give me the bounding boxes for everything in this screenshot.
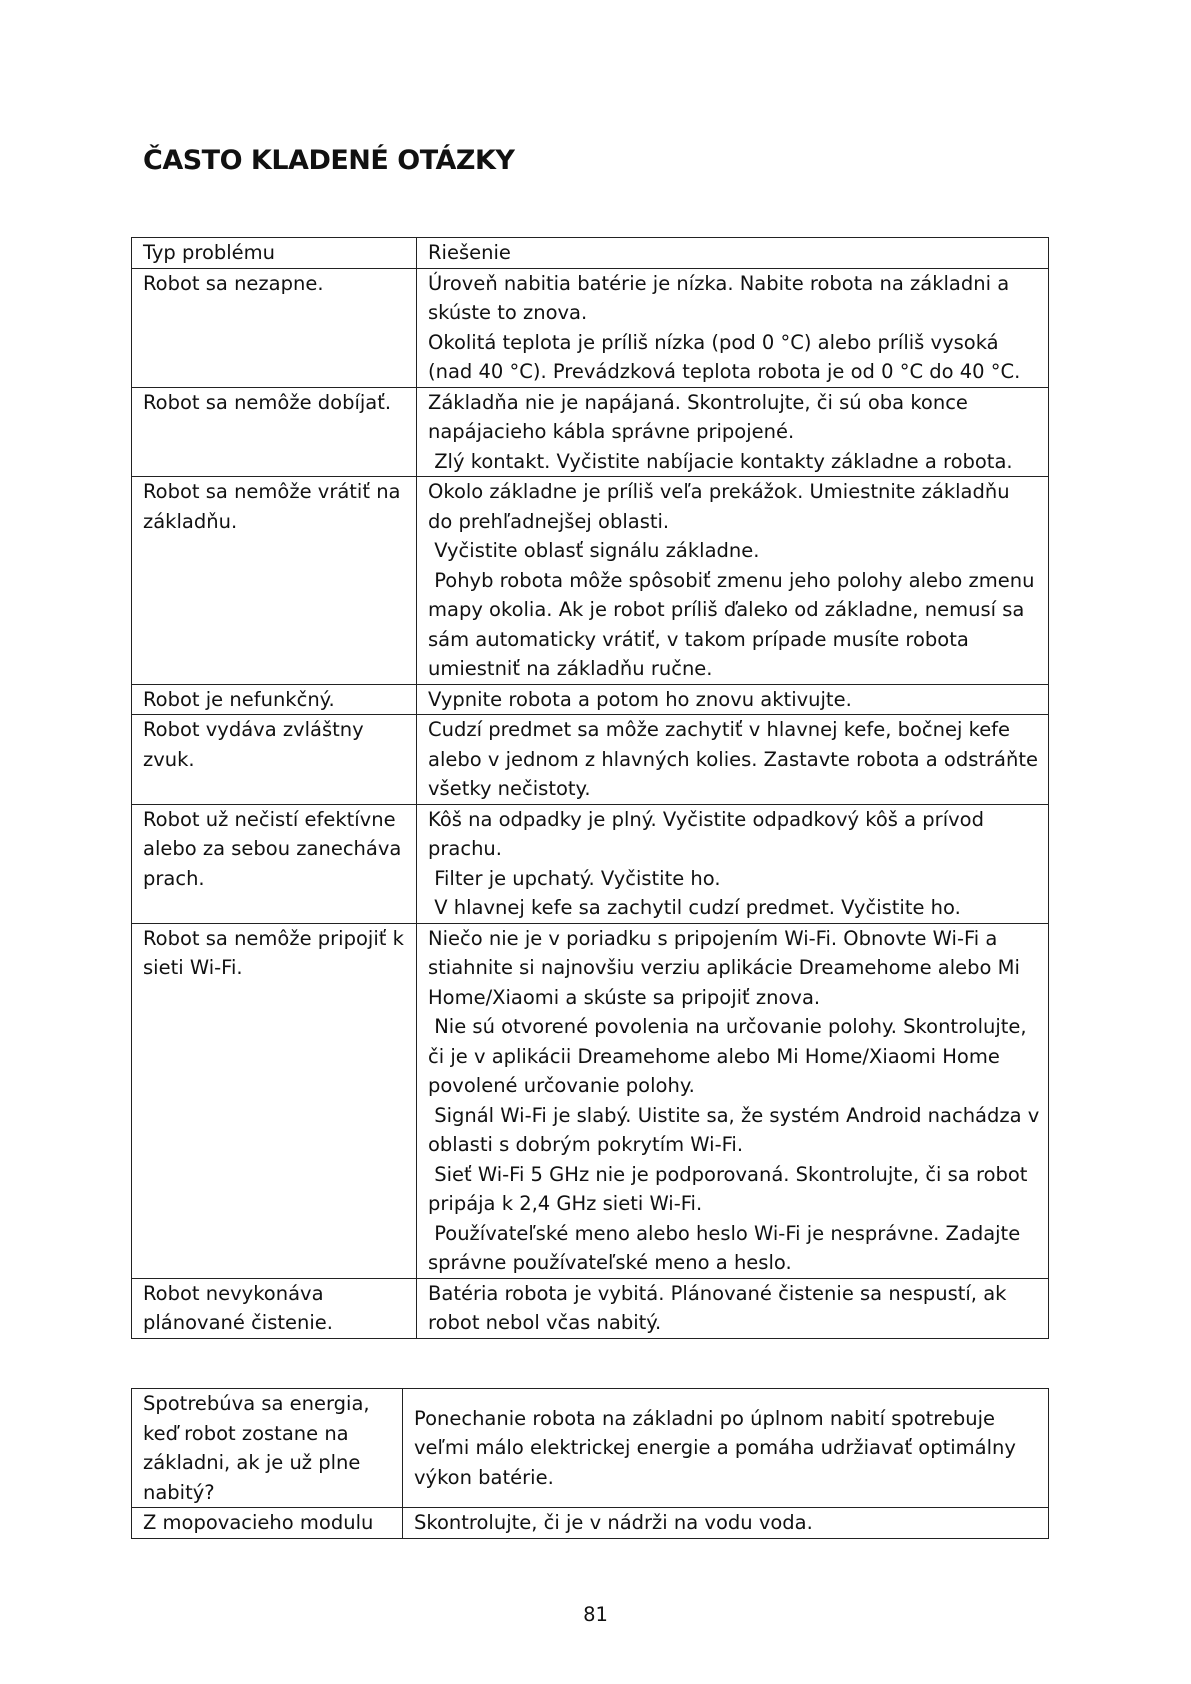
problem-cell: Robot sa nemôže pripojiť k sieti Wi-Fi.	[132, 923, 417, 1278]
problem-cell: Robot sa nemôže vrátiť na základňu.	[132, 477, 417, 685]
solution-cell	[417, 268, 1049, 387]
table-row	[132, 715, 1049, 805]
faq-table	[131, 237, 1049, 1339]
problem-cell: Robot už nečistí efektívne alebo za sebou zanecháva prach.	[132, 804, 417, 923]
table-row	[132, 923, 1049, 1278]
solution-text: Používateľské meno alebo heslo Wi-Fi je nesprávne. Zadajte správne používateľské meno a heslo.	[428, 1221, 1027, 1274]
problem-cell: Z mopovacieho modulu	[132, 1508, 403, 1539]
solution-text: Signál Wi-Fi je slabý. Uistite sa, že systém Android nachádza v oblasti s dobrým pokrytím Wi-Fi.	[428, 1103, 1046, 1156]
table-row	[132, 477, 1049, 685]
solution-cell	[417, 477, 1049, 685]
table-row	[132, 268, 1049, 387]
problem-cell: Robot vydáva zvláštny zvuk.	[132, 715, 417, 805]
problem-cell: Robot je nefunkčný.	[132, 684, 417, 715]
solution-text: Vypnite robota a potom ho znovu aktivujte.	[428, 687, 852, 711]
problem-cell: Robot sa nezapne.	[132, 268, 417, 387]
solution-text: Vyčistite oblasť signálu základne.	[428, 539, 760, 562]
problem-cell: Robot nevykonáva plánované čistenie.	[132, 1278, 417, 1338]
solution-cell	[417, 804, 1049, 923]
table-row	[132, 387, 1049, 477]
solution-text: Niečo nie je v poriadku s pripojením Wi-Fi. Obnovte Wi-Fi a stiahnite si najnovšiu verziu aplikácie Dreamehome alebo Mi Home/Xiaomi a skúste sa pripojiť znova.	[428, 926, 1027, 1009]
table-row	[132, 1278, 1049, 1338]
solution-text: Úroveň nabitia batérie je nízka. Nabite robota na základni a skúste to znova.	[428, 271, 1016, 324]
page-title: ČASTO KLADENÉ OTÁZKY	[143, 145, 515, 176]
solution-text: Sieť Wi-Fi 5 GHz nie je podporovaná. Skontrolujte, či sa robot pripája k 2,4 GHz sieti Wi-Fi.	[428, 1162, 1034, 1215]
solution-text: V hlavnej kefe sa zachytil cudzí predmet. Vyčistite ho.	[428, 896, 961, 919]
solution-cell: Skontrolujte, či je v nádrži na vodu voda.	[403, 1508, 1049, 1539]
column-header-solution: Riešenie	[417, 238, 1049, 269]
solution-cell	[417, 923, 1049, 1278]
table-row	[132, 1508, 1049, 1539]
solution-cell	[417, 387, 1049, 477]
table-row	[132, 684, 1049, 715]
table-row	[132, 1389, 1049, 1508]
table-row	[132, 804, 1049, 923]
solution-cell	[417, 1278, 1049, 1338]
solution-text: Cudzí predmet sa môže zachytiť v hlavnej kefe, bočnej kefe alebo v jednom z hlavných kolies. Zastavte robota a odstráňte všetky nečistoty.	[428, 718, 1045, 800]
solution-cell	[417, 715, 1049, 805]
solution-text: Základňa nie je napájaná. Skontrolujte, či sú oba konce napájacieho kábla správne pripojené.	[428, 390, 975, 443]
solution-text: Okolo základne je príliš veľa prekážok. Umiestnite základňu do prehľadnejšej oblasti.	[428, 480, 1016, 533]
solution-cell	[417, 684, 1049, 715]
column-header-problem: Typ problému	[132, 238, 417, 269]
solution-cell: Ponechanie robota na základni po úplnom nabití spotrebuje veľmi málo elektrickej energie a pomáha udržiavať optimálny výkon batérie.	[403, 1389, 1049, 1508]
solution-text: Filter je upchatý. Vyčistite ho.	[428, 866, 721, 890]
solution-text: Nie sú otvorené povolenia na určovanie polohy. Skontrolujte, či je v aplikácii Dreamehome alebo Mi Home/Xiaomi Home povolené určovanie polohy.	[428, 1015, 1033, 1097]
faq-table-extra	[131, 1388, 1049, 1539]
solution-text: Pohyb robota môže spôsobiť zmenu jeho polohy alebo zmenu mapy okolia. Ak je robot príliš ďaleko od základne, nemusí sa sám automaticky vrátiť, v takom prípade musíte robota umiestniť na základňu ručne.	[428, 568, 1041, 680]
problem-cell: Spotrebúva sa energia, keď robot zostane na základni, ak je už plne nabitý?	[132, 1389, 403, 1508]
faq-table-body	[132, 268, 1049, 1338]
page-number: 81	[583, 1603, 608, 1626]
solution-text: Kôš na odpadky je plný. Vyčistite odpadkový kôš a prívod prachu.	[428, 807, 991, 860]
solution-text: Zlý kontakt. Vyčistite nabíjacie kontakty základne a robota.	[428, 449, 1013, 473]
solution-text: Batéria robota je vybitá. Plánované čistenie sa nespustí, ak robot nebol včas nabitý.	[428, 1281, 1013, 1334]
table-header-row	[132, 238, 1049, 269]
solution-text: Okolitá teplota je príliš nízka (pod 0 °C) alebo príliš vysoká (nad 40 °C). Prevádzková teplota robota je od 0 °C do 40 °C.	[428, 330, 1021, 383]
problem-cell: Robot sa nemôže dobíjať.	[132, 387, 417, 477]
